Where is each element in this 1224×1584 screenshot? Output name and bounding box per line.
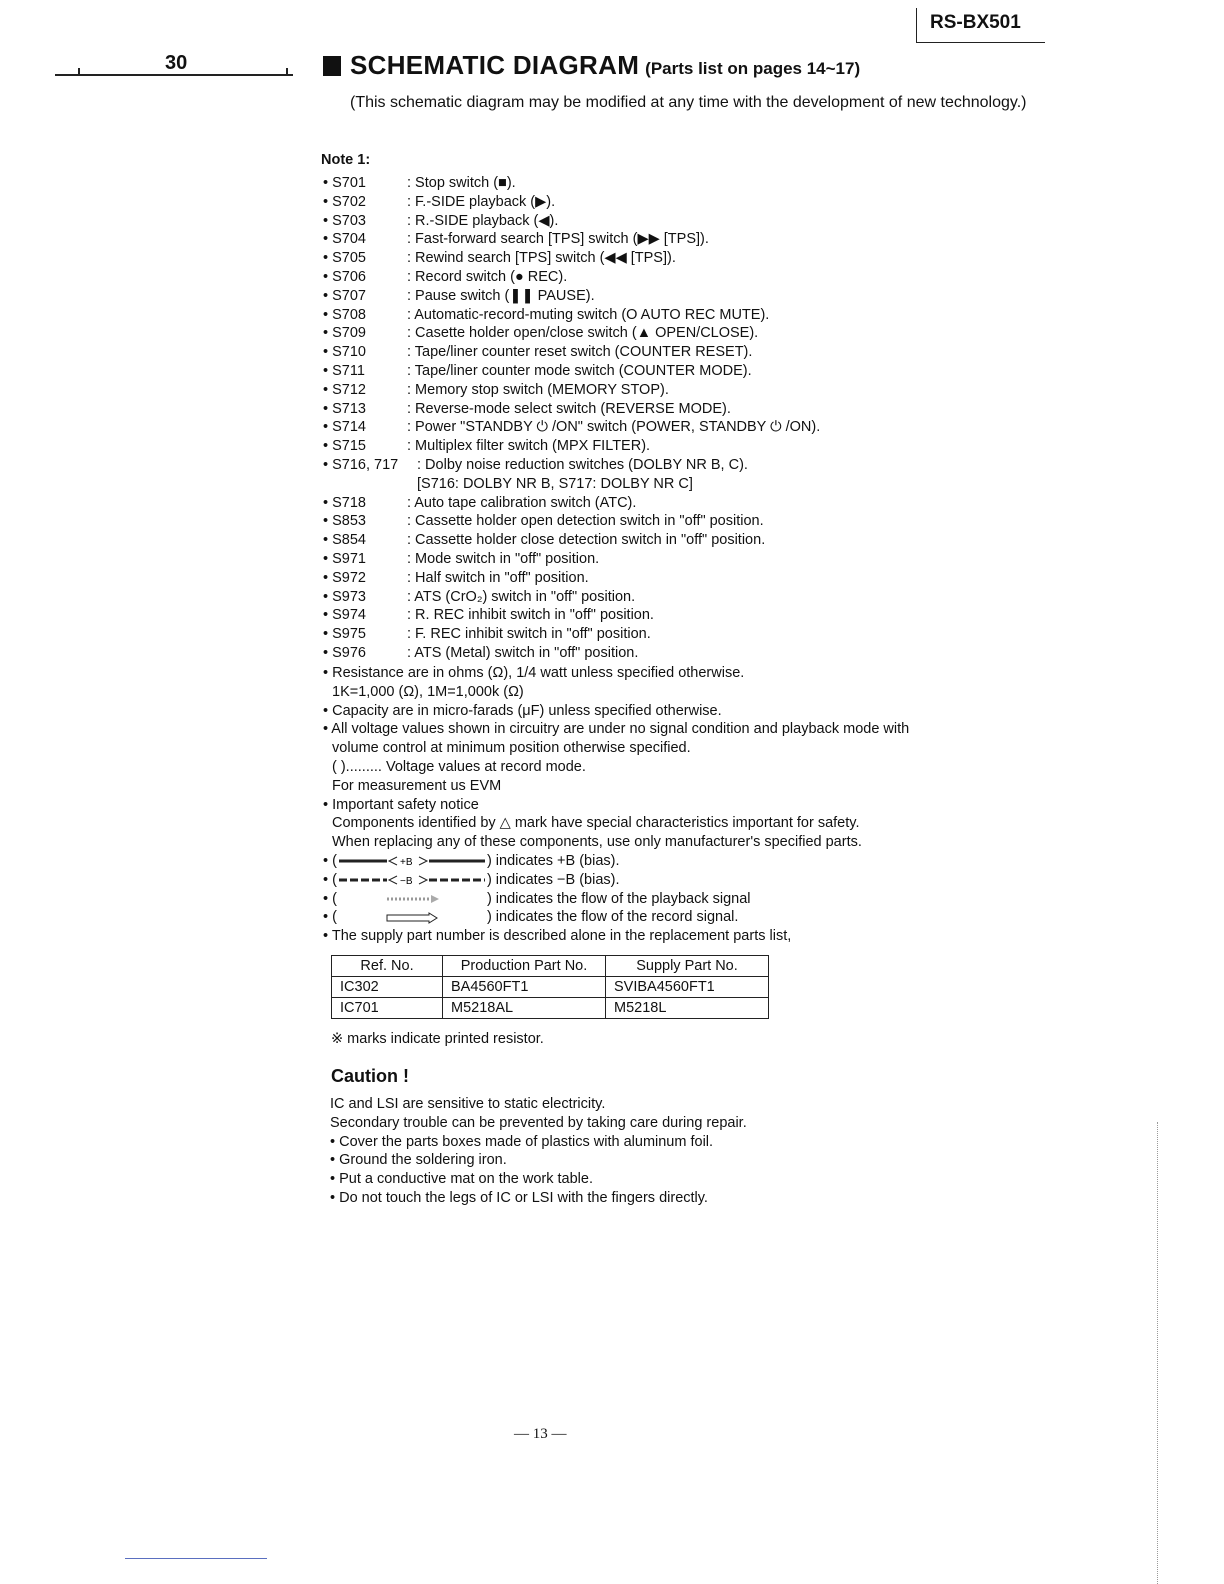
record-arrow-icon bbox=[337, 912, 487, 924]
switch-row bbox=[323, 362, 820, 381]
playback-flow-legend: • ( ) indicates the flow of the playback signal bbox=[323, 890, 751, 907]
note-label: Note 1: bbox=[321, 152, 371, 168]
table-cell: BA4560FT1 bbox=[443, 977, 606, 998]
minus-b-legend: • ( −B ) indicates −B (bias). bbox=[323, 871, 620, 888]
capacity-note: • Capacity are in micro-farads (μF) unless specified otherwise. bbox=[323, 702, 722, 719]
title-text: SCHEMATIC DIAGRAM bbox=[350, 50, 640, 80]
switch-desc: : Automatic-record-muting switch (O AUTO REC MUTE). bbox=[407, 306, 770, 323]
switch-id: • S702 bbox=[323, 193, 366, 210]
switch-row bbox=[323, 606, 820, 625]
switch-desc: : Tape/liner counter reset switch (COUNTER RESET). bbox=[407, 344, 753, 361]
switch-row bbox=[323, 400, 820, 419]
switch-row bbox=[323, 494, 820, 513]
footer-page-number: — 13 — bbox=[514, 1426, 567, 1442]
header-rule bbox=[55, 74, 293, 76]
table-header: Ref. No. bbox=[332, 956, 443, 977]
switch-desc: : ATS (Metal) switch in "off" position. bbox=[407, 644, 639, 661]
switch-desc: : Cassette holder open detection switch in "off" position. bbox=[407, 513, 764, 530]
switch-row bbox=[323, 249, 820, 268]
switch-id: • S713 bbox=[323, 400, 366, 417]
switch-desc: : Fast-forward search [TPS] switch (▶▶ [TPS]). bbox=[407, 231, 709, 248]
table-cell: IC701 bbox=[332, 998, 443, 1019]
switch-desc: : Auto tape calibration switch (ATC). bbox=[407, 494, 637, 511]
table-cell: IC302 bbox=[332, 977, 443, 998]
switch-id: • S707 bbox=[323, 287, 366, 304]
switch-desc: : Pause switch (❚❚ PAUSE). bbox=[407, 287, 595, 304]
switch-row bbox=[323, 625, 820, 644]
switch-desc: : Memory stop switch (MEMORY STOP). bbox=[407, 381, 669, 398]
table-cell: M5218AL bbox=[443, 998, 606, 1019]
switch-row bbox=[323, 588, 820, 607]
caution-line: Secondary trouble can be prevented by taking care during repair. bbox=[330, 1114, 747, 1131]
plus-b-legend: • ( +B ) indicates +B (bias). bbox=[323, 852, 620, 869]
switch-desc: : Tape/liner counter mode switch (COUNTER MODE). bbox=[407, 362, 752, 379]
switch-id: • S703 bbox=[323, 212, 366, 229]
title-square-icon bbox=[323, 56, 341, 76]
plus-b-text: ) indicates +B (bias). bbox=[486, 852, 620, 869]
switch-desc: : R.-SIDE playback (◀). bbox=[407, 212, 559, 229]
table-cell: SVIBA4560FT1 bbox=[606, 977, 769, 998]
switch-desc: : Mode switch in "off" position. bbox=[407, 550, 600, 567]
switch-row bbox=[323, 343, 820, 362]
switch-desc: : Record switch (● REC). bbox=[407, 268, 568, 285]
switch-desc: : Stop switch (■). bbox=[407, 175, 516, 191]
supply-part-note: • The supply part number is described alone in the replacement parts list, bbox=[323, 928, 792, 945]
caution-line: IC and LSI are sensitive to static electricity. bbox=[330, 1096, 606, 1112]
header-rule-tick bbox=[286, 68, 288, 75]
switch-desc: : Half switch in "off" position. bbox=[407, 569, 589, 586]
switch-id: • S706 bbox=[323, 268, 366, 285]
switch-id: • S711 bbox=[323, 362, 365, 379]
switch-id: • S975 bbox=[323, 626, 366, 643]
switch-row bbox=[323, 193, 820, 212]
switch-id: • S973 bbox=[323, 588, 366, 605]
switch-id: • S972 bbox=[323, 569, 366, 586]
playback-flow-text: ) indicates the flow of the playback signal bbox=[486, 890, 751, 907]
playback-arrow-icon bbox=[337, 893, 487, 905]
switch-row bbox=[323, 512, 820, 531]
switch-row bbox=[323, 212, 820, 231]
record-flow-legend: • ( ) indicates the flow of the record signal. bbox=[323, 909, 739, 926]
caution-bullet: • Do not touch the legs of IC or LSI with the fingers directly. bbox=[330, 1189, 708, 1206]
switch-desc: : Dolby noise reduction switches (DOLBY NR B, C). bbox=[417, 456, 748, 473]
switch-list bbox=[323, 174, 820, 663]
voltage-note: • All voltage values shown in circuitry are under no signal condition and playback mode with bbox=[323, 721, 910, 738]
switch-row bbox=[323, 230, 820, 249]
resistance-units: 1K=1,000 (Ω), 1M=1,000k (Ω) bbox=[332, 683, 524, 700]
switch-desc: : F. REC inhibit switch in "off" position. bbox=[407, 626, 651, 643]
switch-desc: : F.-SIDE playback (▶). bbox=[407, 193, 556, 210]
page-number: 30 bbox=[165, 52, 188, 74]
switch-row bbox=[323, 456, 820, 475]
switch-desc: : Rewind search [TPS] switch (◀◀ [TPS]). bbox=[407, 250, 676, 267]
table-header: Supply Part No. bbox=[606, 956, 769, 977]
caution-bullet: • Ground the soldering iron. bbox=[330, 1152, 507, 1169]
resistance-note: • Resistance are in ohms (Ω), 1/4 watt unless specified otherwise. bbox=[323, 665, 745, 681]
switch-row bbox=[323, 437, 820, 456]
safety-line: Components identified by △ mark have special characteristics important for safety. bbox=[332, 815, 860, 832]
intro-paragraph: (This schematic diagram may be modified at any time with the development of new technology.) bbox=[350, 94, 1027, 111]
switch-id: • S976 bbox=[323, 644, 366, 661]
table-row bbox=[332, 977, 769, 998]
plus-b-line-icon bbox=[337, 855, 487, 867]
switch-desc: : Cassette holder close detection switch in "off" position. bbox=[407, 532, 766, 549]
record-flow-text: ) indicates the flow of the record signal. bbox=[486, 909, 739, 926]
switch-id: • S709 bbox=[323, 325, 366, 342]
switch-row bbox=[323, 475, 820, 494]
record-mode-note: ( )......... Voltage values at record mode. bbox=[332, 758, 586, 775]
switch-desc: : Reverse-mode select switch (REVERSE MODE). bbox=[407, 400, 731, 417]
general-notes bbox=[323, 664, 1023, 946]
switch-row bbox=[323, 644, 820, 663]
title-parts-note: (Parts list on pages 14~17) bbox=[645, 59, 861, 78]
bottom-rule bbox=[125, 1558, 267, 1559]
page-edge-line bbox=[1157, 1122, 1158, 1584]
caution-bullet: • Cover the parts boxes made of plastics with aluminum foil. bbox=[330, 1133, 714, 1150]
switch-id: • S716, 717 bbox=[323, 456, 399, 473]
switch-desc: : ATS (CrO₂) switch in "off" position. bbox=[407, 588, 636, 605]
switch-id: • S712 bbox=[323, 381, 366, 398]
switch-row bbox=[323, 324, 820, 343]
caution-bullet: • Put a conductive mat on the work table. bbox=[330, 1171, 593, 1188]
switch-desc: [S716: DOLBY NR B, S717: DOLBY NR C] bbox=[417, 475, 693, 492]
table-header-row bbox=[332, 956, 769, 977]
parts-table bbox=[331, 955, 769, 1019]
switch-id: • S854 bbox=[323, 532, 366, 549]
switch-id: • S974 bbox=[323, 607, 366, 624]
switch-row bbox=[323, 550, 820, 569]
switch-id: • S715 bbox=[323, 438, 366, 455]
model-number: RS-BX501 bbox=[930, 12, 1021, 33]
svg-text:−B: −B bbox=[399, 875, 413, 886]
measurement-note: For measurement us EVM bbox=[332, 777, 502, 794]
switch-id: • S705 bbox=[323, 250, 366, 267]
switch-id: • S714 bbox=[323, 419, 366, 436]
table-header: Production Part No. bbox=[443, 956, 606, 977]
page-title bbox=[350, 50, 860, 81]
table-cell: M5218L bbox=[606, 998, 769, 1019]
safety-title: • Important safety notice bbox=[323, 796, 479, 813]
safety-line: When replacing any of these components, use only manufacturer's specified parts. bbox=[332, 834, 862, 851]
minus-b-line-icon bbox=[337, 874, 487, 886]
svg-text:+B: +B bbox=[399, 857, 413, 868]
switch-desc: : Casette holder open/close switch (▲ OPEN/CLOSE). bbox=[407, 325, 759, 342]
switch-row bbox=[323, 174, 820, 193]
voltage-note-cont: volume control at minimum position otherwise specified. bbox=[332, 740, 691, 757]
minus-b-text: ) indicates −B (bias). bbox=[486, 871, 620, 888]
switch-id: • S718 bbox=[323, 494, 366, 511]
printed-resistor-note: ※ marks indicate printed resistor. bbox=[331, 1031, 544, 1047]
switch-row bbox=[323, 381, 820, 400]
switch-id: • S704 bbox=[323, 231, 366, 248]
caution-title: Caution ! bbox=[331, 1066, 409, 1086]
switch-id: • S853 bbox=[323, 513, 366, 530]
switch-row bbox=[323, 268, 820, 287]
header-rule-tick bbox=[78, 68, 80, 75]
switch-desc: : Multiplex filter switch (MPX FILTER). bbox=[407, 438, 651, 455]
switch-id: • S710 bbox=[323, 344, 366, 361]
switch-id: • S971 bbox=[323, 550, 366, 567]
switch-id: • S701 bbox=[323, 175, 366, 191]
switch-row bbox=[323, 569, 820, 588]
switch-id bbox=[323, 475, 417, 494]
table-row bbox=[332, 998, 769, 1019]
switch-desc: : R. REC inhibit switch in "off" position. bbox=[407, 607, 654, 624]
switch-id: • S708 bbox=[323, 306, 366, 323]
switch-row bbox=[323, 306, 820, 325]
caution-body bbox=[330, 1095, 747, 1208]
switch-row bbox=[323, 531, 820, 550]
switch-desc: : Power "STANDBY ⏻ /ON" switch (POWER, STANDBY ⏻ /ON). bbox=[407, 419, 821, 436]
switch-row bbox=[323, 287, 820, 306]
switch-row bbox=[323, 418, 820, 437]
